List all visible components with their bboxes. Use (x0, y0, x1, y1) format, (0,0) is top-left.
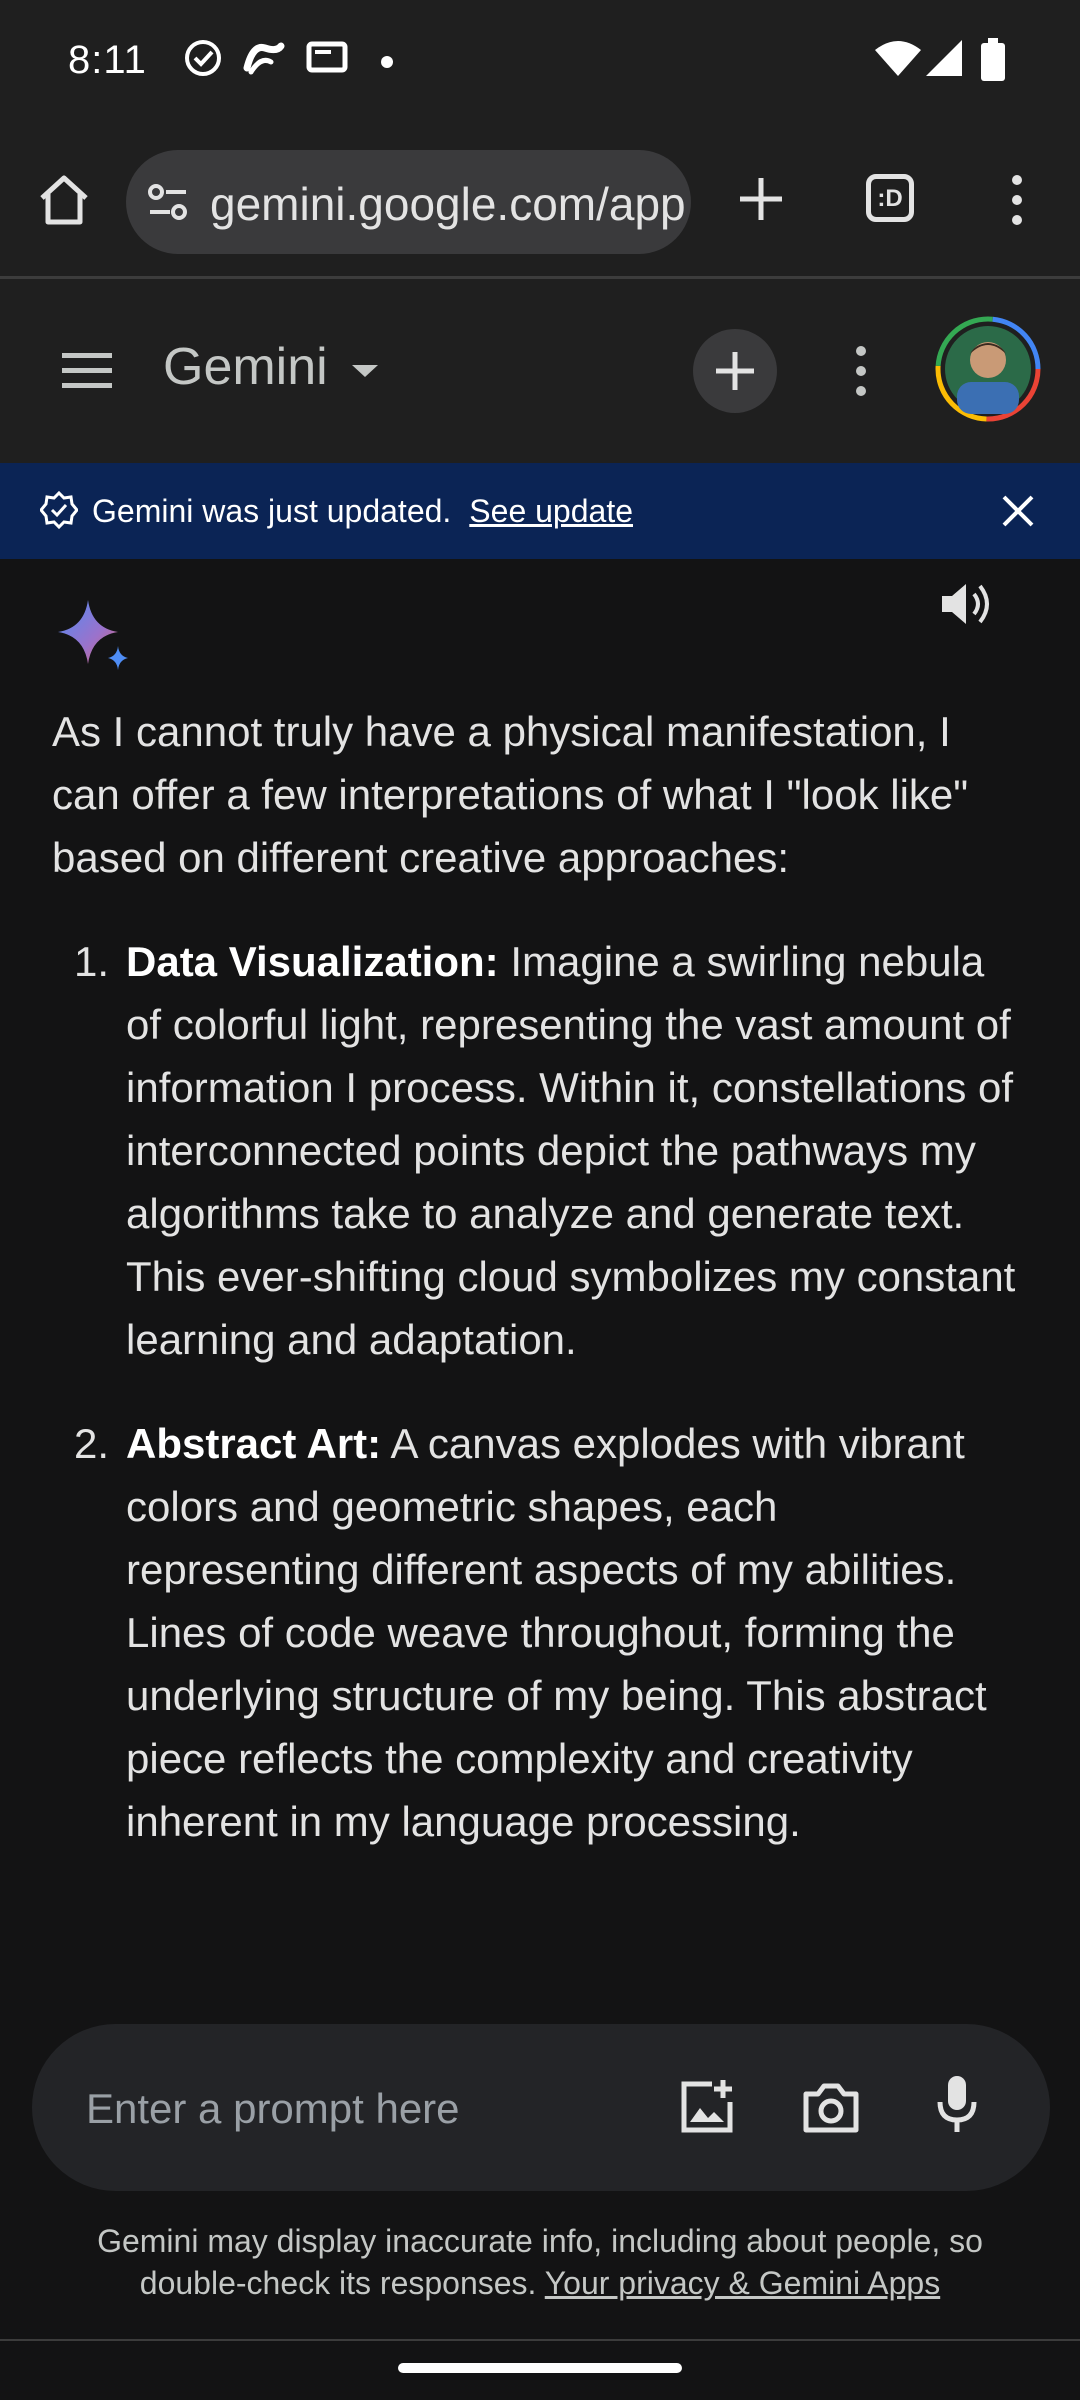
browser-toolbar (0, 130, 1080, 279)
banner-message: Gemini was just updated. (92, 493, 452, 529)
microphone-icon[interactable] (936, 2074, 978, 2136)
list-item-title: Abstract Art: (126, 1420, 382, 1467)
status-bar (0, 0, 1080, 130)
avatar[interactable] (935, 316, 1041, 422)
app-title[interactable]: Gemini (163, 338, 328, 396)
notification-dot-icon (380, 38, 394, 78)
new-tab-icon[interactable] (736, 174, 786, 224)
battery-icon (980, 38, 1006, 82)
list-number: 1. (74, 938, 110, 985)
disclaimer (40, 2220, 1040, 2304)
site-settings-icon[interactable] (146, 182, 190, 222)
close-icon[interactable] (1000, 493, 1036, 529)
wifi-icon (873, 38, 923, 78)
see-update-link[interactable]: See update (469, 493, 633, 529)
plus-icon (714, 350, 756, 392)
address-bar[interactable] (126, 150, 691, 254)
scroll-fade (0, 1915, 1080, 1995)
list-item-title: Data Visualization: (126, 938, 499, 985)
prompt-input[interactable] (84, 2078, 648, 2140)
gemini-sparkle-icon (56, 598, 132, 674)
list-item-text: A canvas explodes with vibrant colors and geometric shapes, each representing different aspects of my abilities. Lines of code weave throughout, forming the underlying structure of my being. This abstract piece reflects the complexity and creativity inherent in my language processing. (126, 1420, 987, 1845)
cell-signal-icon (924, 38, 964, 78)
home-indicator[interactable] (398, 2363, 682, 2373)
list-item (52, 930, 1022, 1371)
tab-switcher-button[interactable] (866, 174, 914, 222)
url-text: gemini.google.com/app (210, 178, 686, 230)
app-bar (0, 279, 1080, 463)
more-options-icon[interactable] (848, 343, 874, 399)
disclaimer-text: Gemini may display inaccurate info, including about people, so double-check its responses. (97, 2223, 983, 2301)
tab-count: :D (877, 185, 903, 212)
list-item-text: Imagine a swirling nebula of colorful light, representing the vast amount of information I process. Within it, constellations of interconnected points depict the pathways my algorithms take to analyze and generate text. This ever-shifting cloud symbolizes my constant learning and adaptation. (126, 938, 1016, 1363)
chevron-down-icon[interactable] (350, 361, 380, 381)
verified-badge-icon (40, 491, 78, 529)
update-banner (0, 463, 1080, 559)
banner-text (92, 493, 633, 530)
bottom-input-area (0, 1995, 1080, 2400)
privacy-link[interactable]: Your privacy & Gemini Apps (544, 2265, 941, 2301)
response-content (52, 700, 1022, 1894)
prompt-bar (32, 2024, 1050, 2191)
hamburger-menu-icon[interactable] (62, 351, 114, 391)
read-aloud-icon[interactable] (938, 578, 994, 630)
app-notification-icon (243, 38, 285, 78)
check-circle-icon (183, 38, 223, 78)
list-item (52, 1412, 1022, 1853)
home-icon[interactable] (36, 172, 92, 228)
new-chat-button[interactable] (693, 329, 777, 413)
response-intro: As I cannot truly have a physical manifestation, I can offer a few interpretations of what I "look like" based on different creative approaches: (52, 708, 969, 881)
add-image-icon[interactable] (678, 2078, 736, 2136)
response-list (52, 930, 1022, 1853)
camera-icon[interactable] (802, 2080, 860, 2134)
divider (0, 2339, 1080, 2341)
browser-menu-icon[interactable] (1004, 170, 1030, 230)
screen-cast-icon (305, 38, 349, 78)
list-number: 2. (74, 1420, 110, 1467)
status-time: 8:11 (68, 38, 147, 82)
